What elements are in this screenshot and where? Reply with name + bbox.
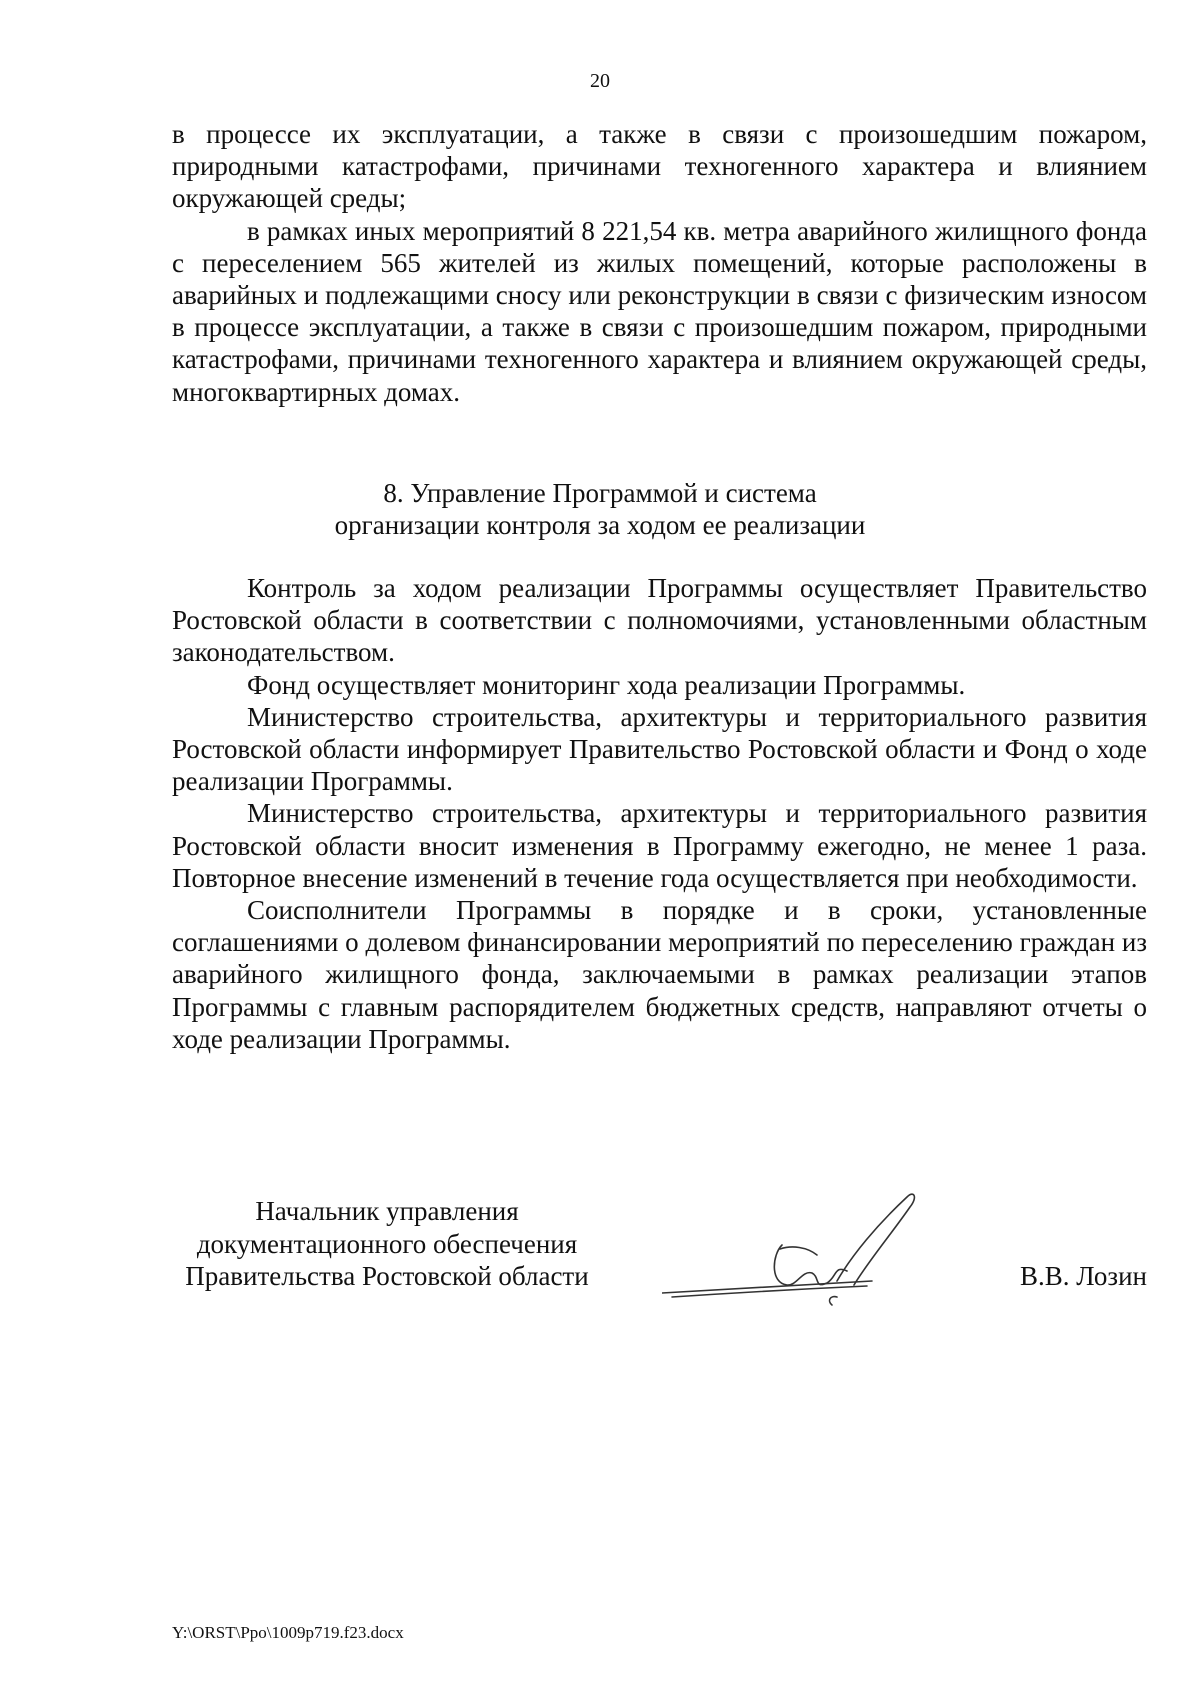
paragraph: Министерство строительства, архитектуры и территориального развития Ростовской области вносит изменения в Программу ежегодно, не менее 1 раза. Повторное внесение изменений в течение года осуществляется при необходимости. bbox=[172, 798, 1147, 893]
continuation-text bbox=[172, 118, 1147, 408]
section-heading bbox=[0, 477, 1200, 541]
section-heading-line-2: организации контроля за ходом ее реализации bbox=[334, 510, 866, 540]
signatory-position bbox=[172, 1195, 602, 1293]
signatory-position-line-1: Начальник управления bbox=[255, 1196, 519, 1226]
paragraph: Соисполнители Программы в порядке и в сроки, установленные соглашениями о долевом финансировании мероприятий по переселению граждан из аварийного жилищного фонда, заключаемыми в рамках реализации этапов Программы с главным распорядителем бюджетных средств, направляют отчеты о ходе реализации Программы. bbox=[172, 895, 1147, 1054]
signatory-position-line-2: документационного обеспечения bbox=[196, 1228, 578, 1259]
paragraph: в процессе их эксплуатации, а также в связи с произошедшим пожаром, природными катастрофами, причинами техногенного характера и влиянием окружающей среды; bbox=[172, 119, 1147, 214]
paragraph: Министерство строительства, архитектуры и территориального развития Ростовской области информирует Правительство Ростовской области и Фонд о ходе реализации Программы. bbox=[172, 701, 1147, 797]
page-number: 20 bbox=[590, 70, 610, 92]
section-body bbox=[172, 572, 1147, 1055]
signature-block bbox=[172, 1195, 1147, 1315]
handwritten-signature bbox=[662, 1185, 922, 1315]
signatory-position-line-3: Правительства Ростовской области bbox=[185, 1261, 589, 1291]
paragraph: в рамках иных мероприятий 8 221,54 кв. метра аварийного жилищного фонда с переселением 565 жителей из жилых помещений, которые расположены в аварийных и подлежащими сносу или реконструкции в связи с физическим износом в процессе эксплуатации, а также в связи с произошедшим пожаром, природными катастрофами, причинами техногенного характера и влиянием окружающей среды, многоквартирных домах. bbox=[172, 215, 1147, 407]
file-path-footer: Y:\ORST\Ppo\1009p719.f23.docx bbox=[172, 1623, 404, 1642]
paragraph: Фонд осуществляет мониторинг хода реализации Программы. bbox=[247, 669, 966, 700]
section-heading-line-1: 8. Управление Программой и система bbox=[383, 478, 817, 508]
paragraph: Контроль за ходом реализации Программы осуществляет Правительство Ростовской области в соответствии с полномочиями, установленными областным законодательством. bbox=[172, 573, 1147, 668]
signatory-name: В.В. Лозин bbox=[1020, 1261, 1147, 1291]
